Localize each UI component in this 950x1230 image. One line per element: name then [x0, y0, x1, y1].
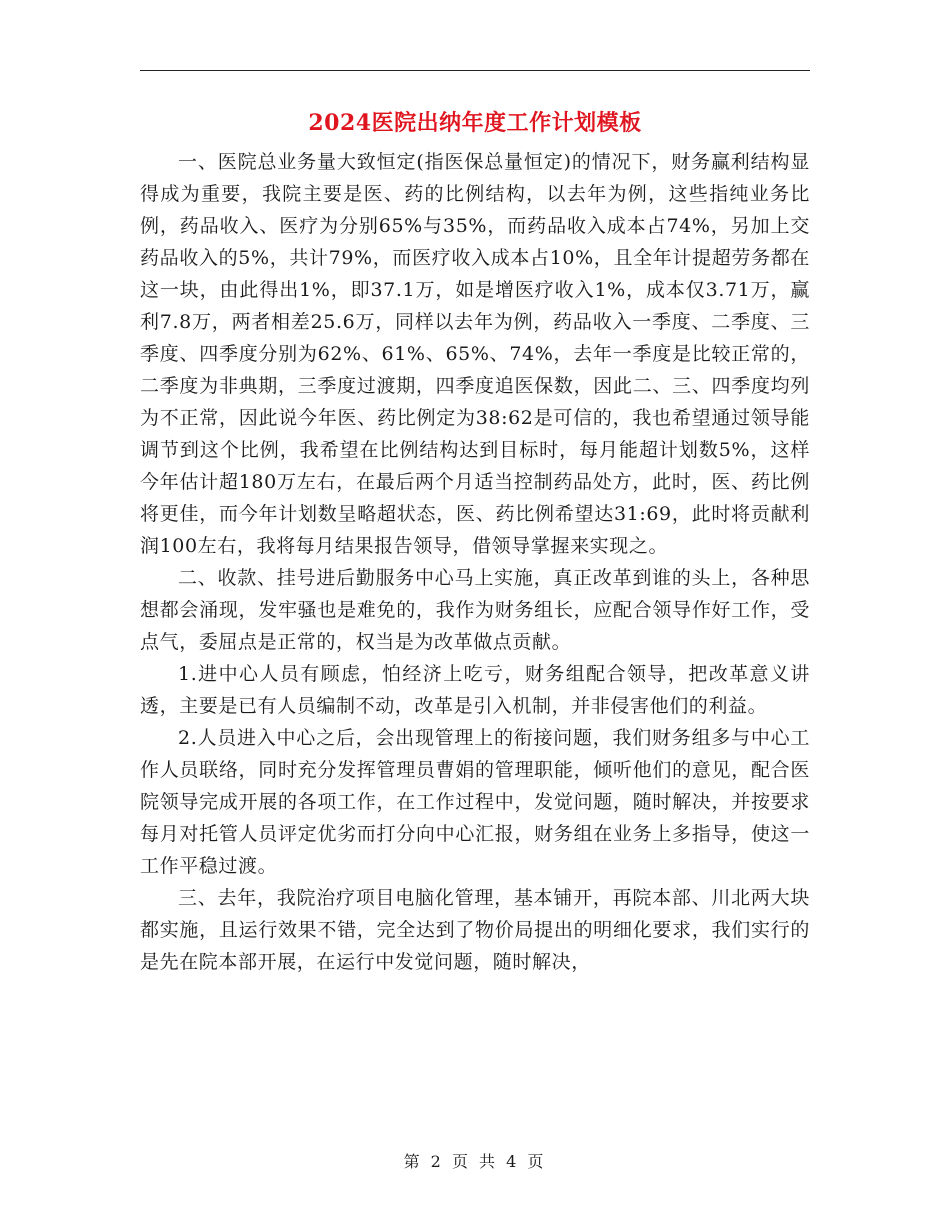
paragraph-2: 二、收款、挂号进后勤服务中心马上实施，真正改革到谁的头上，各种思想都会涌现，发牢骚也是难免的，我作为财务组长，应配合领导作好工作，受点气，委屈点是正常的，权当是为改革做点贡献。 [140, 567, 810, 653]
page-number-footer: 第 2 页 共 4 页 [403, 1152, 547, 1171]
header-rule [140, 70, 810, 71]
document-body [140, 146, 810, 978]
paragraph-4: 2.人员进入中心之后，会出现管理上的衔接问题，我们财务组多与中心工作人员联络，同时充分发挥管理员曹娟的管理职能，倾听他们的意见，配合医院领导完成开展的各项工作，在工作过程中，发觉问题，随时解决，并按要求每月对托管人员评定优劣而打分向中心汇报，财务组在业务上多指导，使这一工作平稳过渡。 [140, 727, 810, 877]
paragraph-3: 1.进中心人员有顾虑，怕经济上吃亏，财务组配合领导，把改革意义讲透，主要是已有人员编制不动，改革是引入机制，并非侵害他们的利益。 [140, 663, 810, 717]
paragraph-1: 一、医院总业务量大致恒定(指医保总量恒定)的情况下，财务赢利结构显得成为重要，我院主要是医、药的比例结构，以去年为例，这些指纯业务比例，药品收入、医疗为分别65%与35%，而药品收入成本占74%，另加上交药品收入的5%，共计79%，而医疗收入成本占10%，且全年计提超劳务都在这一块，由此得出1%，即37.1万，如是增医疗收入1%，成本仅3.71万，赢利7.8万，两者相差25.6万，同样以去年为例，药品收入一季度、二季度、三季度、四季度分别为62%、61%、65%、74%，去年一季度是比较正常的，二季度为非典期，三季度过渡期，四季度追医保数，因此二、三、四季度均列为不正常，因此说今年医、药比例定为38:62是可信的，我也希望通过领导能调节到这个比例，我希望在比例结构达到目标时，每月能超计划数5%，这样今年估计超180万左右，在最后两个月适当控制药品处方，此时，医、药比例将更佳，而今年计划数呈略超状态，医、药比例希望达31:69，此时将贡献利润100左右，我将每月结果报告领导，借领导掌握来实现之。 [140, 151, 810, 557]
paragraph-5: 三、去年，我院治疗项目电脑化管理，基本铺开，再院本部、川北两大块都实施，且运行效果不错，完全达到了物价局提出的明细化要求，我们实行的是先在院本部开展，在运行中发觉问题，随时解决， [140, 887, 810, 973]
document-title: 2024医院出纳年度工作计划模板 [308, 110, 642, 136]
